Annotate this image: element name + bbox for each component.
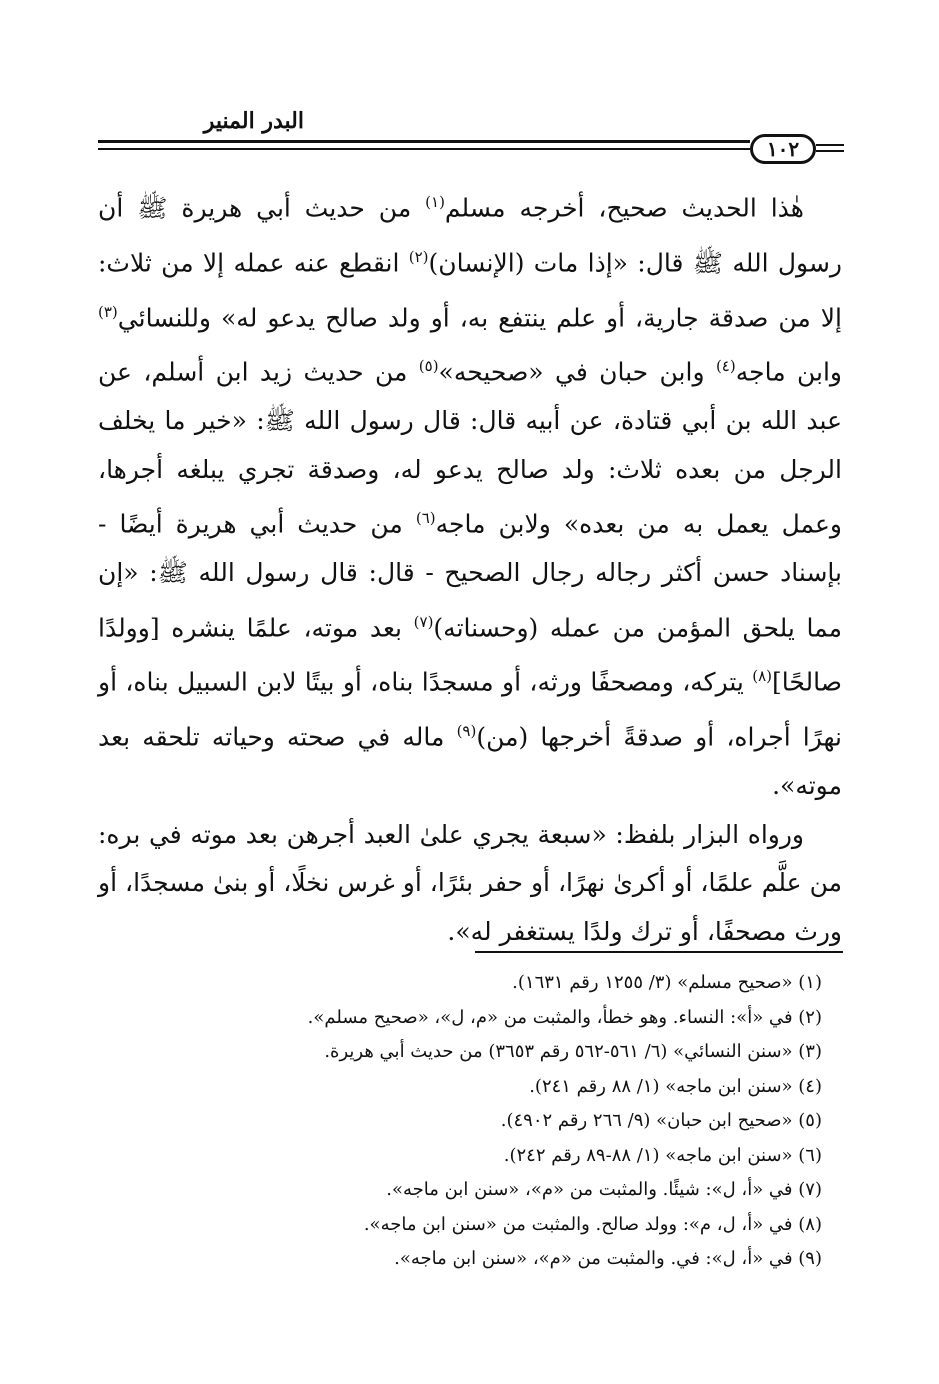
footnote-item: (٥) «صحيح ابن حبان» (٩/ ٢٦٦ رقم ٤٩٠٢). — [500, 1110, 822, 1131]
footnotes — [98, 966, 822, 1277]
footnote-item: (٢) في «أ»: النساء. وهو خطأ، والمثبت من «م، ل»، «صحيح مسلم». — [307, 1006, 822, 1028]
footnote-marker: (٥) — [418, 357, 439, 376]
body-paragraph — [98, 178, 842, 811]
footnote-marker: (٩) — [456, 722, 477, 741]
body-text-run: من حديث أبي هريرة أيضًا - بإسناد حسن أكثر رجاله رجال الصحيح - قال: قال رسول الله ﷺ: «إن مما يلحق المؤمن من عمله (وحسناته) — [98, 509, 842, 642]
body-text-run: انقطع عنه عمله إلا من ثلاث: إلا من صدقة جارية، أو علم ينتفع به، أو ولد صالح يدعو له» وللنسائي — [98, 248, 842, 332]
page-header — [98, 108, 844, 168]
body-text-run: بعد موته، علمًا ينشره [وولدًا صالحًا] — [98, 612, 842, 697]
body-text-run: ماله في صحته وحياته تلحقه بعد موته». — [98, 722, 842, 801]
footnote-item: (١) «صحيح مسلم» (٣/ ١٢٥٥ رقم ١٦٣١). — [512, 972, 822, 993]
body-text-run: من حديث أبي هريرة ﷺ أن رسول الله ﷺ قال: «إذا مات (الإنسان) — [98, 193, 842, 278]
footnote-item: (٩) في «أ، ل»: في. والمثبت من «م»، «سنن ابن ماجه». — [394, 1248, 822, 1269]
body-text-run: ورواه البزار بلفظ: «سبعة يجري علىٰ العبد أجرهن بعد موته في بره: من علَّم علمًا، أو أكرىٰ نهرًا، أو حفر بئرًا، أو غرس نخلًا، أو بنىٰ مسجدًا، أو ورث مصحفًا، أو ترك ولدًا يستغفر له». — [98, 819, 843, 946]
header-rule-bottom — [98, 148, 750, 150]
footnote-item: (٤) «سنن ابن ماجه» (١/ ٨٨ رقم ٢٤١). — [529, 1075, 822, 1097]
footnote-marker: (٣) — [98, 302, 118, 321]
body-text-run: وابن ماجه — [735, 357, 842, 387]
footnote-item: (٧) في «أ، ل»: شيئًا. والمثبت من «م»، «سنن ابن ماجه». — [386, 1179, 822, 1200]
page-number-tail-top — [816, 144, 844, 146]
footnote-separator — [475, 951, 843, 953]
footnote-item: (٨) في «أ، ل، م»: وولد صالح. والمثبت من «سنن ابن ماجه». — [363, 1213, 822, 1235]
body-text-run: من حديث زيد ابن أسلم، عن عبد الله بن أبي قتادة، عن أبيه قال: قال رسول الله ﷺ: «خير ما يخلف الرجل من بعده ثلاث: ولد صالح يدعو له، وصدقة تجري يبلغه أجرها، وعمل يعمل به من بعده» ولابن ماجه — [98, 357, 842, 539]
footnote-marker: (١) — [425, 193, 445, 211]
footnote-marker: (٨) — [752, 667, 773, 686]
body-text — [98, 178, 842, 956]
page-number-tail-bottom — [816, 150, 844, 152]
footnote-marker: (٢) — [408, 247, 429, 266]
footnote-marker: (٤) — [715, 357, 736, 376]
footnote-marker: (٦) — [415, 509, 436, 528]
body-text-run: يتركه، ومصحفًا ورثه، أو مسجدًا بناه، أو بيتًا لابن السبيل بناه، أو نهرًا أجراه، أو صدقةً أخرجها (من) — [98, 667, 842, 752]
body-text-run: وابن حبان في «صحيحه» — [438, 357, 716, 387]
running-title: البدر المنير — [203, 108, 304, 134]
footnote-item: (٦) «سنن ابن ماجه» (١/ ٨٨-٨٩ رقم ٢٤٢). — [503, 1144, 822, 1166]
body-paragraph — [98, 811, 842, 957]
page-number: ١٠٢ — [750, 134, 816, 164]
footnote-marker: (٧) — [413, 612, 434, 631]
footnote-item: (٣) «سنن النسائي» (٦/ ٥٦١-٥٦٢ رقم ٣٦٥٣) من حديث أبي هريرة. — [324, 1041, 822, 1062]
header-rule-top — [98, 140, 750, 143]
body-text-run: هٰذا الحديث صحيح، أخرجه مسلم — [444, 193, 804, 223]
